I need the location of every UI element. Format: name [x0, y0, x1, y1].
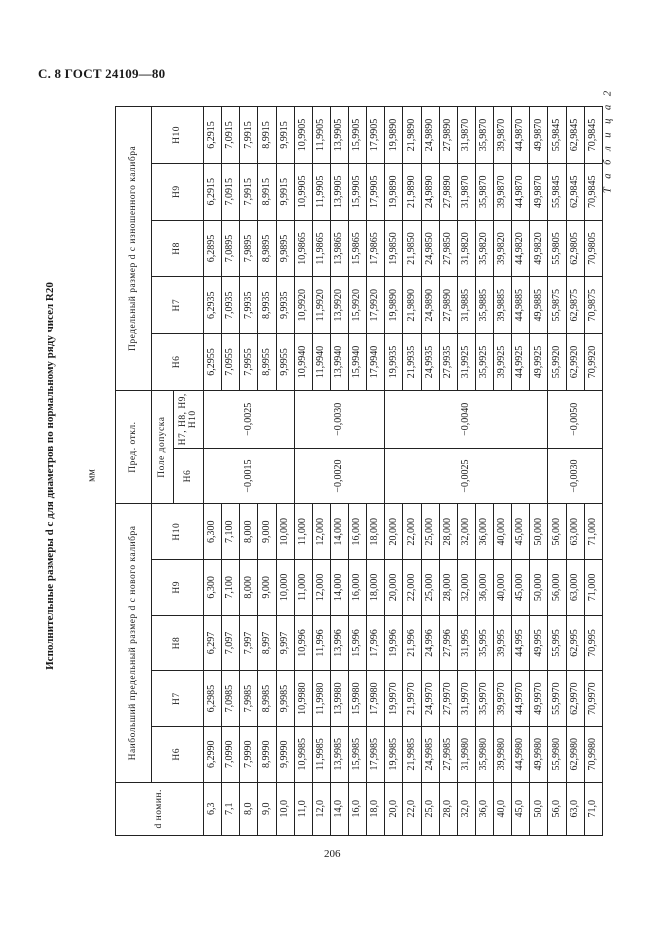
- cell-worn-size: 49,9870: [530, 107, 548, 164]
- cell-new-size: 14,000: [330, 504, 348, 560]
- cell-worn-size: 6,2935: [204, 277, 222, 334]
- cell-new-size: 28,000: [439, 560, 457, 616]
- cell-new-size: 6,297: [204, 615, 222, 671]
- cell-new-size: 39,9980: [494, 726, 512, 782]
- cell-worn-size: 35,9870: [475, 163, 493, 220]
- cell-new-size: 63,000: [566, 504, 584, 560]
- cell-worn-size: 8,9915: [258, 163, 276, 220]
- cell-worn-size: 21,9890: [403, 277, 421, 334]
- cell-new-size: 62,9980: [566, 726, 584, 782]
- cell-worn-size: 15,9905: [349, 163, 367, 220]
- cell-new-size: 70,9970: [584, 671, 602, 727]
- cell-worn-size: 7,9895: [240, 220, 258, 277]
- col-worn-h6: H6: [152, 334, 204, 391]
- cell-new-size: 9,9985: [276, 671, 294, 727]
- cell-new-size: 18,000: [367, 560, 385, 616]
- cell-worn-size: 55,9805: [548, 220, 566, 277]
- cell-d-nominal: 25,0: [421, 782, 439, 835]
- cell-worn-size: 6,2955: [204, 334, 222, 391]
- cell-new-size: 56,000: [548, 504, 566, 560]
- cell-new-size: 22,000: [403, 560, 421, 616]
- cell-worn-size: 49,9885: [530, 277, 548, 334]
- cell-worn-size: 49,9870: [530, 163, 548, 220]
- cell-worn-size: 8,9915: [258, 107, 276, 164]
- cell-d-nominal: 45,0: [512, 782, 530, 835]
- cell-new-size: 7,100: [222, 504, 240, 560]
- cell-new-size: 6,300: [204, 504, 222, 560]
- cell-worn-size: 62,9845: [566, 163, 584, 220]
- cell-worn-size: 9,9935: [276, 277, 294, 334]
- cell-worn-size: 9,9955: [276, 334, 294, 391]
- page-header: С. 8 ГОСТ 24109—80: [38, 66, 166, 81]
- cell-new-size: 18,000: [367, 504, 385, 560]
- cell-worn-size: 70,9845: [584, 163, 602, 220]
- col-worn-h7: H7: [152, 277, 204, 334]
- cell-worn-size: 19,9850: [385, 220, 403, 277]
- cell-new-size: 71,000: [584, 504, 602, 560]
- cell-new-size: 62,995: [566, 615, 584, 671]
- cell-new-size: 16,000: [349, 504, 367, 560]
- cell-worn-size: 35,9925: [475, 334, 493, 391]
- cell-new-size: 44,9980: [512, 726, 530, 782]
- cell-new-size: 25,000: [421, 560, 439, 616]
- cell-new-size: 31,995: [457, 615, 475, 671]
- cell-new-size: 27,996: [439, 615, 457, 671]
- cell-new-size: 6,2985: [204, 671, 222, 727]
- cell-d-nominal: 6,3: [204, 782, 222, 835]
- col-dev-h6: H6: [174, 448, 204, 504]
- cell-new-size: 7,9985: [240, 671, 258, 727]
- cell-new-size: 11,996: [312, 615, 330, 671]
- col-group-worn-header: Предельный размер d c изношенного калибра: [116, 107, 152, 391]
- cell-new-size: 17,996: [367, 615, 385, 671]
- cell-worn-size: 31,9870: [457, 163, 475, 220]
- rotated-table-container: [115, 106, 603, 836]
- cell-worn-size: 70,9920: [584, 334, 602, 391]
- cell-d-nominal: 16,0: [349, 782, 367, 835]
- cell-worn-size: 55,9845: [548, 163, 566, 220]
- cell-new-size: 44,995: [512, 615, 530, 671]
- cell-worn-size: 8,9935: [258, 277, 276, 334]
- cell-d-nominal: 32,0: [457, 782, 475, 835]
- cell-new-size: 27,9985: [439, 726, 457, 782]
- cell-worn-size: 15,9865: [349, 220, 367, 277]
- cell-new-size: 28,000: [439, 504, 457, 560]
- cell-worn-size: 17,9905: [367, 107, 385, 164]
- cell-new-size: 7,9990: [240, 726, 258, 782]
- cell-worn-size: 21,9890: [403, 163, 421, 220]
- table-title: Исполнительные размеры d c для диаметров по нормальному ряду чисел R20: [44, 282, 56, 670]
- cell-worn-size: 19,9890: [385, 163, 403, 220]
- cell-new-size: 15,9980: [349, 671, 367, 727]
- cell-d-nominal: 56,0: [548, 782, 566, 835]
- cell-new-size: 10,9980: [294, 671, 312, 727]
- cell-worn-size: 62,9920: [566, 334, 584, 391]
- cell-new-size: 55,995: [548, 615, 566, 671]
- cell-new-size: 21,996: [403, 615, 421, 671]
- cell-new-size: 11,9985: [312, 726, 330, 782]
- cell-d-nominal: 36,0: [475, 782, 493, 835]
- table-label: Т а б л и ц а 2: [602, 87, 614, 194]
- col-new-h10: H10: [152, 504, 204, 560]
- cell-dev-h6: −0,0030: [548, 448, 603, 504]
- cell-worn-size: 15,9920: [349, 277, 367, 334]
- cell-worn-size: 13,9905: [330, 107, 348, 164]
- cell-worn-size: 49,9820: [530, 220, 548, 277]
- cell-worn-size: 62,9805: [566, 220, 584, 277]
- table-row: [548, 107, 566, 836]
- cell-worn-size: 24,9890: [421, 277, 439, 334]
- col-dev-subheader: Поле допуска: [152, 390, 174, 504]
- cell-d-nominal: 50,0: [530, 782, 548, 835]
- cell-worn-size: 6,2915: [204, 107, 222, 164]
- cell-dev-h7-h10: −0,0040: [385, 390, 548, 448]
- cell-worn-size: 24,9890: [421, 163, 439, 220]
- cell-worn-size: 17,9920: [367, 277, 385, 334]
- cell-new-size: 49,995: [530, 615, 548, 671]
- cell-worn-size: 39,9820: [494, 220, 512, 277]
- cell-worn-size: 31,9870: [457, 107, 475, 164]
- cell-worn-size: 7,9915: [240, 163, 258, 220]
- cell-new-size: 11,9980: [312, 671, 330, 727]
- cell-new-size: 8,9990: [258, 726, 276, 782]
- cell-worn-size: 55,9845: [548, 107, 566, 164]
- col-new-h6: H6: [152, 726, 204, 782]
- cell-worn-size: 39,9885: [494, 277, 512, 334]
- cell-worn-size: 70,9845: [584, 107, 602, 164]
- cell-new-size: 71,000: [584, 560, 602, 616]
- cell-worn-size: 35,9870: [475, 107, 493, 164]
- cell-new-size: 22,000: [403, 504, 421, 560]
- cell-new-size: 14,000: [330, 560, 348, 616]
- cell-worn-size: 55,9875: [548, 277, 566, 334]
- cell-new-size: 70,9980: [584, 726, 602, 782]
- cell-worn-size: 10,9865: [294, 220, 312, 277]
- cell-new-size: 39,995: [494, 615, 512, 671]
- cell-worn-size: 62,9845: [566, 107, 584, 164]
- cell-new-size: 31,9970: [457, 671, 475, 727]
- cell-worn-size: 15,9905: [349, 107, 367, 164]
- cell-worn-size: 35,9820: [475, 220, 493, 277]
- cell-d-nominal: 22,0: [403, 782, 421, 835]
- col-worn-h10: H10: [152, 107, 204, 164]
- cell-new-size: 12,000: [312, 504, 330, 560]
- col-group-new-header: Наибольший предельный размер d c нового калибра: [116, 504, 152, 782]
- cell-new-size: 62,9970: [566, 671, 584, 727]
- cell-worn-size: 6,2915: [204, 163, 222, 220]
- cell-worn-size: 70,9875: [584, 277, 602, 334]
- cell-worn-size: 27,9850: [439, 220, 457, 277]
- cell-new-size: 6,300: [204, 560, 222, 616]
- cell-d-nominal: 10,0: [276, 782, 294, 835]
- cell-new-size: 63,000: [566, 560, 584, 616]
- cell-new-size: 49,9970: [530, 671, 548, 727]
- cell-new-size: 6,2990: [204, 726, 222, 782]
- cell-d-nominal: 71,0: [584, 782, 602, 835]
- cell-new-size: 19,9970: [385, 671, 403, 727]
- cell-d-nominal: 9,0: [258, 782, 276, 835]
- cell-new-size: 55,9980: [548, 726, 566, 782]
- cell-worn-size: 44,9885: [512, 277, 530, 334]
- cell-worn-size: 17,9865: [367, 220, 385, 277]
- cell-new-size: 10,000: [276, 560, 294, 616]
- cell-new-size: 39,9970: [494, 671, 512, 727]
- cell-worn-size: 49,9925: [530, 334, 548, 391]
- col-new-h8: H8: [152, 615, 204, 671]
- cell-new-size: 27,9970: [439, 671, 457, 727]
- cell-d-nominal: 14,0: [330, 782, 348, 835]
- cell-new-size: 13,9980: [330, 671, 348, 727]
- cell-new-size: 35,995: [475, 615, 493, 671]
- cell-new-size: 10,9985: [294, 726, 312, 782]
- cell-worn-size: 24,9850: [421, 220, 439, 277]
- col-new-h9: H9: [152, 560, 204, 616]
- cell-worn-size: 31,9820: [457, 220, 475, 277]
- cell-d-nominal: 63,0: [566, 782, 584, 835]
- cell-new-size: 50,000: [530, 560, 548, 616]
- cell-new-size: 20,000: [385, 504, 403, 560]
- cell-new-size: 36,000: [475, 560, 493, 616]
- cell-d-nominal: 18,0: [367, 782, 385, 835]
- cell-new-size: 7,0985: [222, 671, 240, 727]
- cell-worn-size: 15,9940: [349, 334, 367, 391]
- cell-worn-size: 17,9940: [367, 334, 385, 391]
- cell-new-size: 9,000: [258, 504, 276, 560]
- cell-new-size: 21,9985: [403, 726, 421, 782]
- table-row: [385, 107, 403, 836]
- table-body: [204, 107, 603, 836]
- cell-new-size: 8,997: [258, 615, 276, 671]
- cell-worn-size: 7,0915: [222, 107, 240, 164]
- cell-worn-size: 7,9955: [240, 334, 258, 391]
- cell-worn-size: 13,9940: [330, 334, 348, 391]
- cell-worn-size: 27,9890: [439, 107, 457, 164]
- cell-d-nominal: 28,0: [439, 782, 457, 835]
- cell-worn-size: 7,9915: [240, 107, 258, 164]
- cell-worn-size: 27,9890: [439, 163, 457, 220]
- cell-worn-size: 44,9925: [512, 334, 530, 391]
- cell-new-size: 7,097: [222, 615, 240, 671]
- cell-d-nominal: 7,1: [222, 782, 240, 835]
- cell-new-size: 7,997: [240, 615, 258, 671]
- cell-worn-size: 55,9920: [548, 334, 566, 391]
- cell-new-size: 32,000: [457, 504, 475, 560]
- cell-new-size: 7,100: [222, 560, 240, 616]
- cell-new-size: 12,000: [312, 560, 330, 616]
- cell-new-size: 20,000: [385, 560, 403, 616]
- cell-worn-size: 9,9915: [276, 163, 294, 220]
- cell-worn-size: 10,9920: [294, 277, 312, 334]
- cell-worn-size: 21,9850: [403, 220, 421, 277]
- cell-worn-size: 11,9865: [312, 220, 330, 277]
- cell-dev-h6: −0,0025: [385, 448, 548, 504]
- cell-worn-size: 11,9905: [312, 163, 330, 220]
- cell-worn-size: 13,9920: [330, 277, 348, 334]
- cell-new-size: 11,000: [294, 560, 312, 616]
- cell-dev-h7-h10: −0,0030: [294, 390, 385, 448]
- cell-new-size: 21,9970: [403, 671, 421, 727]
- cell-worn-size: 8,9895: [258, 220, 276, 277]
- dimensions-table: [115, 106, 603, 836]
- col-worn-h8: H8: [152, 220, 204, 277]
- cell-worn-size: 21,9890: [403, 107, 421, 164]
- cell-new-size: 13,996: [330, 615, 348, 671]
- cell-new-size: 19,996: [385, 615, 403, 671]
- cell-dev-h6: −0,0015: [204, 448, 295, 504]
- cell-new-size: 35,9980: [475, 726, 493, 782]
- cell-worn-size: 27,9890: [439, 277, 457, 334]
- cell-worn-size: 44,9820: [512, 220, 530, 277]
- cell-new-size: 31,9980: [457, 726, 475, 782]
- page-number: 206: [324, 848, 341, 860]
- cell-new-size: 9,9990: [276, 726, 294, 782]
- cell-new-size: 7,0990: [222, 726, 240, 782]
- cell-worn-size: 35,9885: [475, 277, 493, 334]
- cell-new-size: 40,000: [494, 560, 512, 616]
- table-row: [294, 107, 312, 836]
- cell-worn-size: 7,0955: [222, 334, 240, 391]
- cell-worn-size: 19,9890: [385, 277, 403, 334]
- cell-new-size: 32,000: [457, 560, 475, 616]
- cell-worn-size: 10,9905: [294, 163, 312, 220]
- cell-worn-size: 39,9870: [494, 107, 512, 164]
- cell-new-size: 24,9970: [421, 671, 439, 727]
- cell-new-size: 16,000: [349, 560, 367, 616]
- units-label: мм: [86, 469, 98, 482]
- cell-worn-size: 19,9890: [385, 107, 403, 164]
- cell-new-size: 70,995: [584, 615, 602, 671]
- cell-worn-size: 24,9890: [421, 107, 439, 164]
- cell-d-nominal: 40,0: [494, 782, 512, 835]
- cell-new-size: 8,9985: [258, 671, 276, 727]
- cell-worn-size: 8,9955: [258, 334, 276, 391]
- cell-new-size: 49,9980: [530, 726, 548, 782]
- cell-worn-size: 44,9870: [512, 163, 530, 220]
- cell-dev-h7-h10: −0,0050: [548, 390, 603, 448]
- cell-new-size: 24,996: [421, 615, 439, 671]
- cell-worn-size: 11,9905: [312, 107, 330, 164]
- table-head: [116, 107, 204, 836]
- cell-worn-size: 31,9925: [457, 334, 475, 391]
- cell-new-size: 55,9970: [548, 671, 566, 727]
- cell-d-nominal: 8,0: [240, 782, 258, 835]
- cell-new-size: 9,997: [276, 615, 294, 671]
- col-group-dev-header: Пред. откл.: [116, 390, 152, 504]
- cell-new-size: 35,9970: [475, 671, 493, 727]
- cell-worn-size: 39,9925: [494, 334, 512, 391]
- cell-new-size: 15,996: [349, 615, 367, 671]
- cell-new-size: 56,000: [548, 560, 566, 616]
- cell-worn-size: 9,9895: [276, 220, 294, 277]
- cell-worn-size: 7,0935: [222, 277, 240, 334]
- cell-worn-size: 7,0915: [222, 163, 240, 220]
- cell-dev-h6: −0,0020: [294, 448, 385, 504]
- cell-new-size: 17,9980: [367, 671, 385, 727]
- cell-d-nominal: 20,0: [385, 782, 403, 835]
- cell-new-size: 11,000: [294, 504, 312, 560]
- cell-new-size: 8,000: [240, 560, 258, 616]
- cell-new-size: 17,9985: [367, 726, 385, 782]
- cell-new-size: 45,000: [512, 560, 530, 616]
- cell-new-size: 40,000: [494, 504, 512, 560]
- cell-d-nominal: 12,0: [312, 782, 330, 835]
- col-new-h7: H7: [152, 671, 204, 727]
- cell-worn-size: 44,9870: [512, 107, 530, 164]
- cell-worn-size: 39,9870: [494, 163, 512, 220]
- table-row: [204, 107, 222, 836]
- cell-new-size: 45,000: [512, 504, 530, 560]
- cell-worn-size: 19,9935: [385, 334, 403, 391]
- cell-new-size: 13,9985: [330, 726, 348, 782]
- cell-worn-size: 9,9915: [276, 107, 294, 164]
- cell-worn-size: 13,9905: [330, 163, 348, 220]
- cell-worn-size: 11,9920: [312, 277, 330, 334]
- cell-new-size: 36,000: [475, 504, 493, 560]
- cell-worn-size: 7,0895: [222, 220, 240, 277]
- cell-new-size: 50,000: [530, 504, 548, 560]
- cell-d-nominal: 11,0: [294, 782, 312, 835]
- cell-worn-size: 17,9905: [367, 163, 385, 220]
- col-dev-h7-h10: H7, H8, H9, H10: [174, 390, 204, 448]
- cell-new-size: 24,9985: [421, 726, 439, 782]
- cell-new-size: 15,9985: [349, 726, 367, 782]
- cell-worn-size: 11,9940: [312, 334, 330, 391]
- cell-worn-size: 27,9935: [439, 334, 457, 391]
- cell-worn-size: 31,9885: [457, 277, 475, 334]
- cell-new-size: 10,000: [276, 504, 294, 560]
- cell-worn-size: 10,9940: [294, 334, 312, 391]
- cell-new-size: 44,9970: [512, 671, 530, 727]
- cell-new-size: 8,000: [240, 504, 258, 560]
- cell-dev-h7-h10: −0,0025: [204, 390, 295, 448]
- cell-worn-size: 7,9935: [240, 277, 258, 334]
- col-worn-h9: H9: [152, 163, 204, 220]
- cell-worn-size: 24,9935: [421, 334, 439, 391]
- cell-new-size: 10,996: [294, 615, 312, 671]
- cell-worn-size: 13,9865: [330, 220, 348, 277]
- cell-new-size: 9,000: [258, 560, 276, 616]
- cell-new-size: 25,000: [421, 504, 439, 560]
- cell-worn-size: 21,9935: [403, 334, 421, 391]
- cell-worn-size: 70,9805: [584, 220, 602, 277]
- col-d-header: d номин.: [116, 782, 204, 835]
- cell-worn-size: 6,2895: [204, 220, 222, 277]
- cell-worn-size: 62,9875: [566, 277, 584, 334]
- cell-new-size: 19,9985: [385, 726, 403, 782]
- cell-worn-size: 10,9905: [294, 107, 312, 164]
